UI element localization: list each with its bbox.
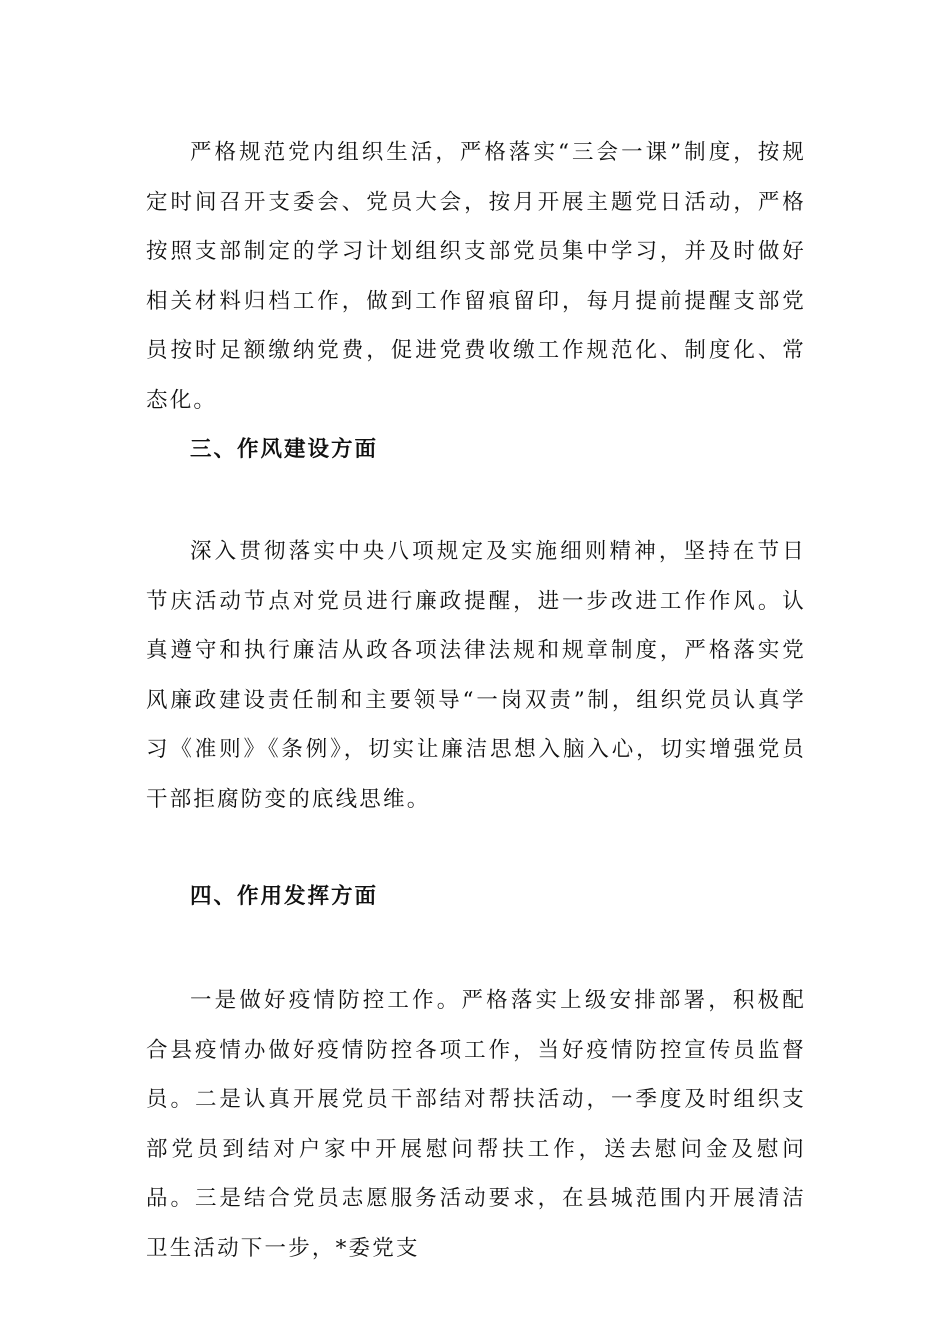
section-heading-role: 四、作用发挥方面 [190, 884, 379, 909]
body-paragraph-role: 一是做好疫情防控工作。严格落实上级安排部署，积极配合县疫情办做好疫情防控各项工作，当好疫情防控宣传员监督员。二是认真开展党员干部结对帮扶活动，一季度及时组织支部党员到结对户家中开展慰问帮扶工作，送去慰问金及慰问品。三是结合党员志愿服务活动要求，在县城范围内开展清洁卫生活动下一步，*委党支 [146, 988, 806, 1261]
section-heading-work-style: 三、作风建设方面 [190, 437, 379, 462]
body-paragraph-party-life: 严格规范党内组织生活，严格落实“三会一课”制度，按规定时间召开支委会、党员大会，按月开展主题党日活动，严格按照支部制定的学习计划组织支部党员集中学习，并及时做好相关材料归档工作，做到工作留痕留印，每月提前提醒支部党员按时足额缴纳党费，促进党费收缴工作规范化、制度化、常态化。 [146, 140, 806, 413]
body-paragraph-work-style: 深入贯彻落实中央八项规定及实施细则精神，坚持在节日节庆活动节点对党员进行廉政提醒，进一步改进工作作风。认真遵守和执行廉洁从政各项法律法规和规章制度，严格落实党风廉政建设责任制和主要领导“一岗双责”制，组织党员认真学习《准则》《条例》，切实让廉洁思想入脑入心，切实增强党员干部拒腐防变的底线思维。 [146, 539, 806, 812]
